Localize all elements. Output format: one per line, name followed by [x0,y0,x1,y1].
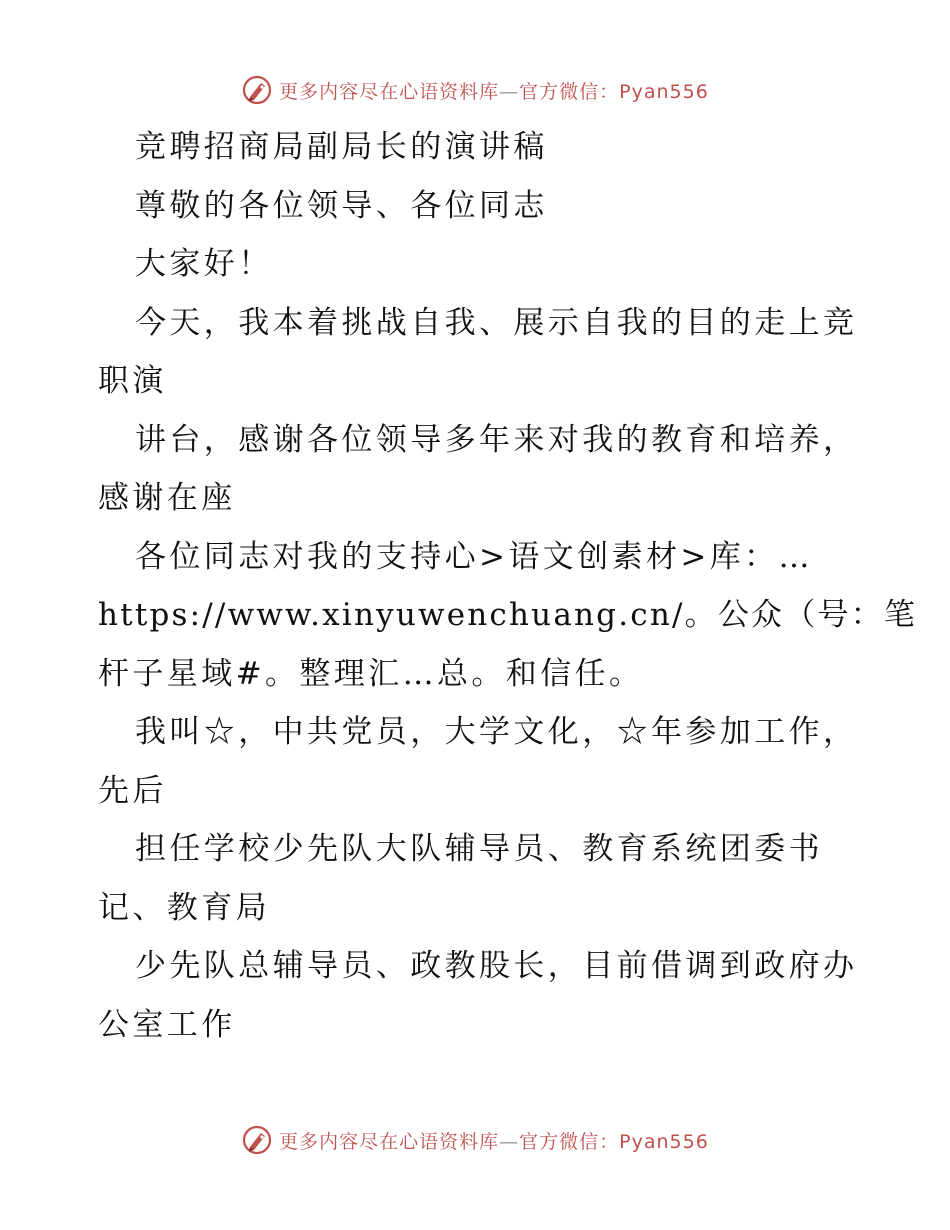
paragraph-line: 公室工作 [98,1006,236,1043]
greeting: 大家好！ [135,246,273,282]
paragraph-line: 讲台，感谢各位领导多年来对我的教育和培养， [135,421,858,458]
paragraph-line: 杆子星域#。整理汇…总。和信任。 [98,655,644,692]
header-banner [0,72,950,108]
paragraph-line: 感谢在座 [98,480,236,516]
banner-separator: — [499,80,520,103]
footer-banner-text [279,1127,709,1154]
paragraph-line: 我叫☆，中共党员，大学文化，☆年参加工作， [135,714,858,750]
banner-site-name: 更多内容尽在心语资料库 [279,1130,500,1153]
pen-logo-icon [241,1124,273,1156]
banner-wechat: 官方微信：Pyan556 [519,1130,709,1153]
paragraph-line: 各位同志对我的支持心>语文创素材>库：… [135,538,813,575]
paragraph-line: 少先队总辅导员、政教股长，目前借调到政府办 [135,948,858,984]
paragraph-line: 担任学校少先队大队辅导员、教育系统团委书 [135,831,823,867]
footer-banner [0,1122,950,1158]
salutation: 尊敬的各位领导、各位同志 [135,187,548,224]
pen-logo-icon [241,74,273,106]
banner-site-name: 更多内容尽在心语资料库 [279,80,500,103]
banner-separator: — [499,1130,520,1153]
paragraph-line: 今天，我本着挑战自我、展示自我的目的走上竞 [135,304,858,341]
header-banner-text [279,77,709,104]
banner-wechat: 官方微信：Pyan556 [519,80,709,103]
paragraph-line: 先后 [98,772,167,809]
paragraph-line: 职演 [98,363,167,399]
document-body [98,118,918,1054]
paragraph-line: https://www.xinyuwenchuang.cn/。公众（号：笔 [98,597,918,633]
paragraph-line: 记、教育局 [98,889,270,926]
document-title: 竞聘招商局副局长的演讲稿 [135,129,548,165]
